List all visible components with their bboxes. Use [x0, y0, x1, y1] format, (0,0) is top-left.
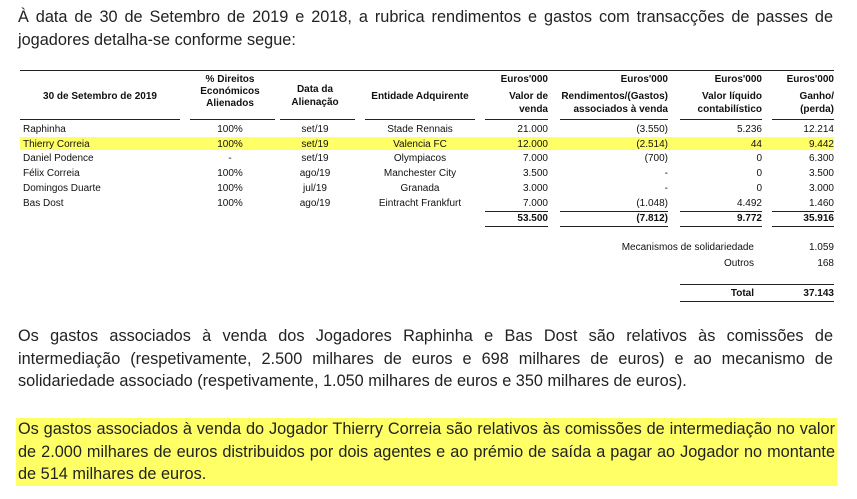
header-rights-1: % Direitos: [205, 74, 255, 85]
note-paragraph-2: Os gastos associados à venda do Jogador Thierry Correia são relativos às comissões de intermediação no valor de 2.000 milhares de euros distribuidos por dois agentes e ao prémio de saída a pagar ao Jogador no montante de 514 milhares de euros.: [16, 418, 837, 486]
cell-gain: 9.442: [808, 138, 834, 150]
cell-sale: 3.500: [522, 168, 548, 180]
others-label: Outros: [723, 258, 754, 269]
cell-date: set/19: [301, 138, 329, 150]
cell-gain: 3.500: [808, 168, 834, 180]
header-book-3: contabilístico: [697, 104, 762, 115]
note-paragraph-1: Os gastos associados à venda dos Jogadores Raphinha e Bas Dost são relativos às comissões de intermediação (respetivamente, 2.500 milhares de euros e 698 milhares de euros) e ao mecanismo de solidariedade associado (respetivamente, 1.050 milhares de euros e 350 milhares de euros).: [18, 327, 833, 390]
table-top-rule: [20, 70, 834, 71]
header-book-2: Valor líquido: [701, 91, 762, 102]
header-sale-date-1: Data da: [296, 84, 334, 95]
header-sale-3: venda: [519, 104, 548, 115]
player-sales-table: [20, 0, 834, 300]
cell-buyer: Granada: [400, 182, 440, 194]
cell-date: set/19: [301, 153, 329, 165]
cell-sale: 7.000: [522, 197, 548, 209]
header-buyer: Entidade Adquirente: [371, 91, 469, 102]
cell-book: 44: [750, 138, 762, 150]
total-label: Total: [730, 288, 754, 299]
solidarity-value: 1.059: [808, 242, 834, 253]
intro-paragraph: À data de 30 de Setembro de 2019 e 2018, a rubrica rendimentos e gastos com transacções de passes de jogadores detalha-se conforme segue:: [18, 8, 833, 49]
cell-buyer: Stade Rennais: [387, 124, 453, 135]
header-sale-date-2: Alienação: [291, 97, 339, 108]
cell-player: Bas Dost: [23, 197, 64, 209]
cell-income: -: [664, 182, 668, 194]
cell-gain: 1.460: [808, 197, 834, 209]
cell-date: set/19: [301, 124, 329, 135]
cell-book: 4.492: [736, 197, 762, 209]
total-sale: 53.500: [517, 213, 548, 224]
cell-rights: 100%: [217, 168, 243, 180]
cell-income: (2.514): [636, 138, 668, 150]
header-sale-2: Valor de: [509, 91, 548, 102]
grand-total-value: 37.143: [803, 288, 834, 299]
cell-date: jul/19: [303, 182, 327, 194]
cell-sale: 12.000: [517, 138, 548, 150]
cell-player: Félix Correia: [23, 168, 80, 180]
cell-player: Domingos Duarte: [23, 182, 101, 194]
cell-rights: 100%: [217, 197, 243, 209]
header-income-2: Rendimentos/(Gastos): [561, 91, 668, 102]
header-rights-2: Económicos: [200, 86, 260, 97]
cell-book: 0: [756, 168, 762, 180]
total-gain: 35.916: [803, 213, 834, 224]
cell-book: 0: [756, 153, 762, 165]
cell-player: Thierry Correia: [23, 138, 90, 150]
cell-rights: -: [228, 153, 232, 165]
cell-buyer: Eintracht Frankfurt: [378, 197, 462, 209]
total-book: 9.772: [736, 213, 762, 224]
header-rights-3: Alienados: [206, 98, 254, 109]
header-income-3: associados à venda: [573, 104, 668, 115]
cell-gain: 12.214: [803, 124, 834, 135]
cell-player: Daniel Podence: [23, 153, 94, 165]
header-income-1: Euros'000: [620, 74, 668, 85]
cell-sale: 21.000: [517, 124, 548, 135]
cell-sale: 3.000: [522, 182, 548, 194]
header-gain-3: (perda): [800, 104, 834, 115]
cell-book: 0: [756, 182, 762, 194]
header-date: 30 de Setembro de 2019: [43, 91, 157, 102]
cell-rights: 100%: [217, 182, 243, 194]
cell-income: (700): [644, 153, 668, 165]
cell-rights: 100%: [217, 138, 243, 150]
header-gain-2: Ganho/: [799, 91, 834, 102]
solidarity-label: Mecanismos de solidariedade: [621, 242, 754, 253]
cell-sale: 7.000: [522, 153, 548, 165]
cell-date: ago/19: [299, 197, 331, 209]
cell-income: (1.048): [636, 197, 668, 209]
cell-gain: 3.000: [808, 182, 834, 194]
cell-buyer: Olympiacos: [393, 153, 447, 165]
cell-income: (3.550): [636, 124, 668, 135]
cell-buyer: Valencia FC: [393, 138, 447, 150]
cell-gain: 6.300: [808, 153, 834, 165]
total-income: (7.812): [636, 213, 668, 224]
header-book-1: Euros'000: [714, 74, 762, 85]
header-gain-1: Euros'000: [786, 74, 834, 85]
cell-buyer: Manchester City: [383, 168, 457, 180]
cell-rights: 100%: [217, 124, 243, 135]
header-sale-1: Euros'000: [500, 74, 548, 85]
cell-date: ago/19: [299, 168, 331, 180]
others-value: 168: [817, 258, 834, 269]
cell-player: Raphinha: [23, 124, 66, 135]
cell-income: -: [664, 168, 668, 180]
cell-book: 5.236: [736, 124, 762, 135]
